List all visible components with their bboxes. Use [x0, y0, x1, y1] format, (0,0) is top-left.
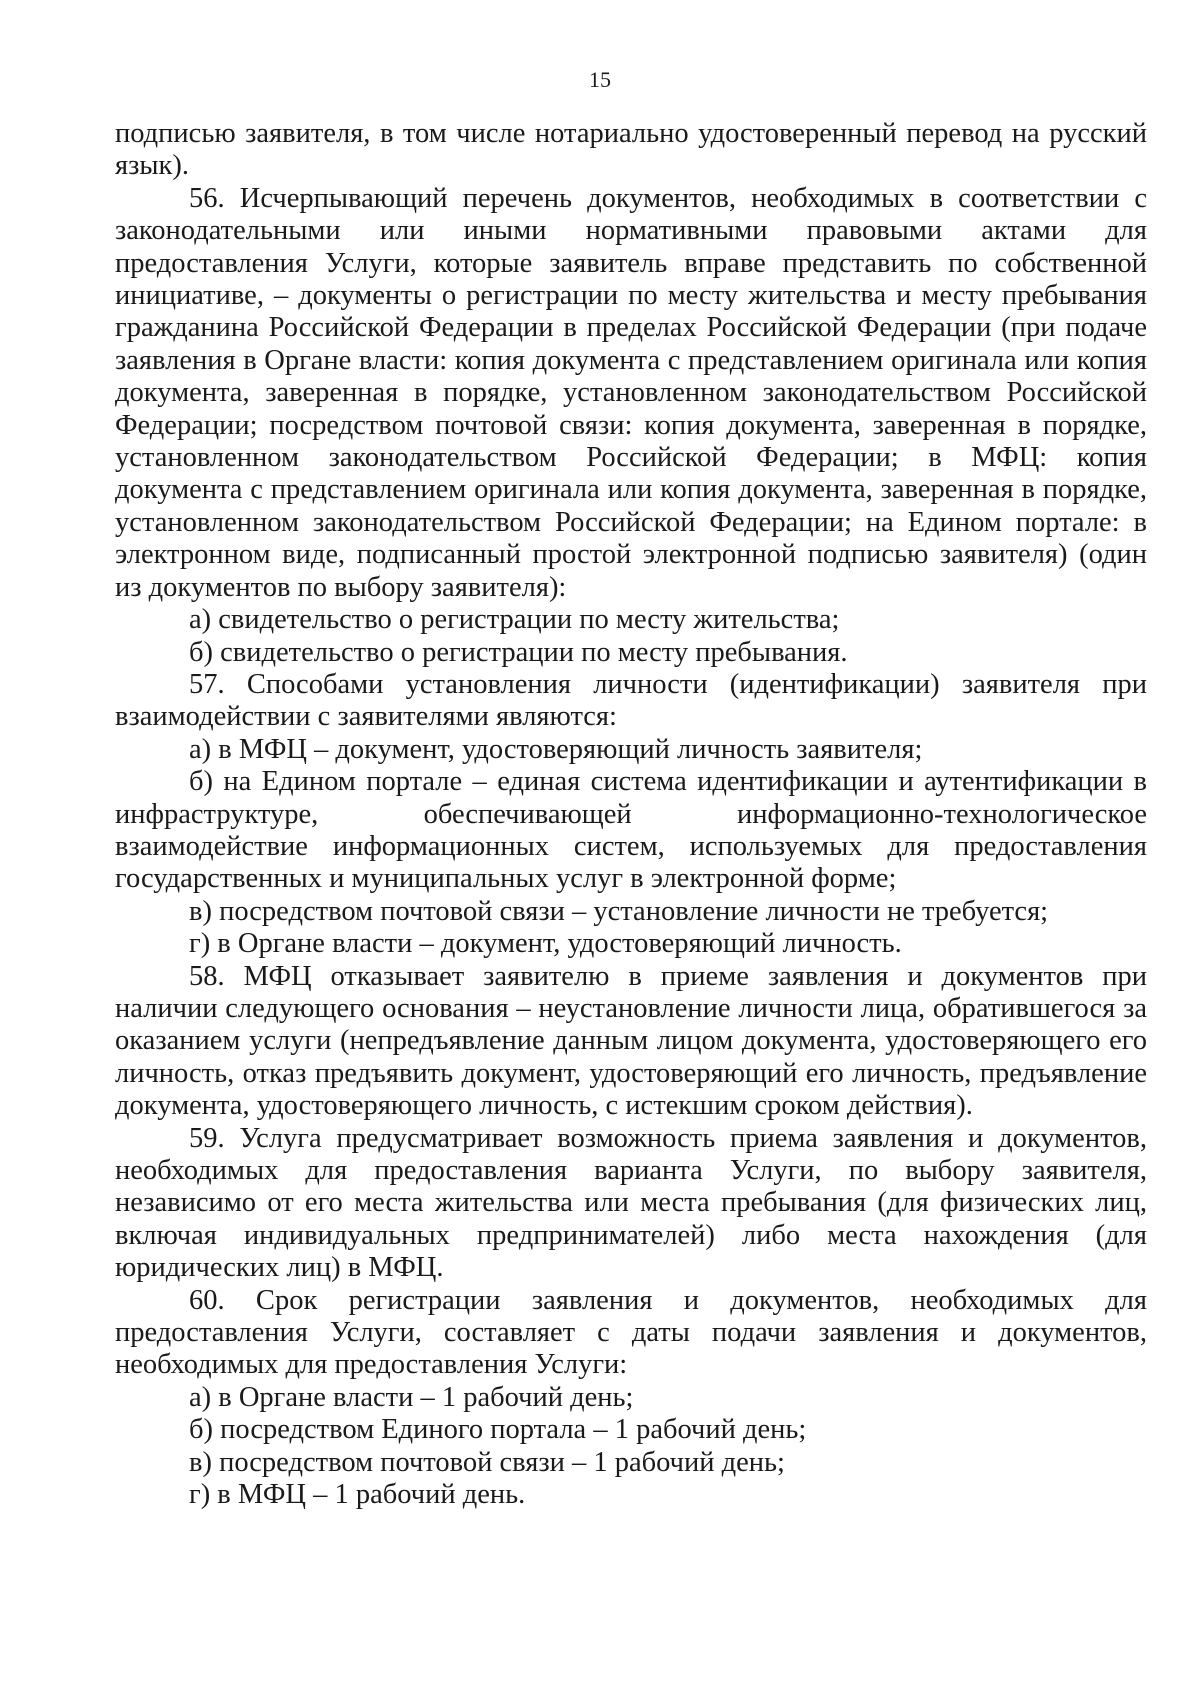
- paragraph-58: 58. МФЦ отказывает заявителю в приеме заявления и документов при наличии следующего основания – неустановление личности лица, обратившегося за оказанием услуги (непредъявление данным лицом документа, удостоверяющего его личность, отказ предъявить документ, удостоверяющий его личность, предъявление документа, удостоверяющего личность, с истекшим сроком действия).: [115, 960, 1147, 1122]
- paragraph-60: 60. Срок регистрации заявления и документов, необходимых для предоставления Услуги, составляет с даты подачи заявления и документов, необходимых для предоставления Услуги:: [115, 1284, 1147, 1381]
- list-item-57-b: б) на Едином портале – единая система идентификации и аутентификации в инфраструктуре, обеспечивающей информационно-технологическое взаимодействие информационных систем, используемых для предоставления государственных и муниципальных услуг в электронной форме;: [115, 766, 1147, 895]
- document-body: [115, 118, 1147, 1511]
- paragraph-56: 56. Исчерпывающий перечень документов, необходимых в соответствии с законодательными или иными нормативными правовыми актами для предоставления Услуги, которые заявитель вправе представить по собственной инициативе, – документы о регистрации по месту жительства и месту пребывания гражданина Российской Федерации в пределах Российской Федерации (при подаче заявления в Органе власти: копия документа с представлением оригинала или копия документа, заверенная в порядке, установленном законодательством Российской Федерации; посредством почтовой связи: копия документа, заверенная в порядке, установленном законодательством Российской Федерации; в МФЦ: копия документа с представлением оригинала или копия документа, заверенная в порядке, установленном законодательством Российской Федерации; на Едином портале: в электронном виде, подписанный простой электронной подписью заявителя) (один из документов по выбору заявителя):: [115, 182, 1147, 603]
- page-number: 15: [589, 67, 611, 92]
- list-item-57-d: г) в Органе власти – документ, удостоверяющий личность.: [189, 928, 902, 960]
- paragraph-continuation: подписью заявителя, в том числе нотариально удостоверенный перевод на русский язык).: [115, 118, 1147, 182]
- list-item-60-d: г) в МФЦ – 1 рабочий день.: [189, 1479, 526, 1511]
- list-item-60-b: б) посредством Единого портала – 1 рабочий день;: [189, 1414, 807, 1446]
- list-item-56-b: б) свидетельство о регистрации по месту пребывания.: [189, 636, 848, 668]
- paragraph-59: 59. Услуга предусматривает возможность приема заявления и документов, необходимых для предоставления варианта Услуги, по выбору заявителя, независимо от его места жительства или места пребывания (для физических лиц, включая индивидуальных предпринимателей) либо места нахождения (для юридических лиц) в МФЦ.: [115, 1122, 1147, 1284]
- list-item-60-a: а) в Органе власти – 1 рабочий день;: [189, 1381, 634, 1413]
- list-item-57-a: а) в МФЦ – документ, удостоверяющий личность заявителя;: [189, 733, 923, 765]
- list-item-56-a: а) свидетельство о регистрации по месту жительства;: [189, 604, 840, 636]
- list-item-60-c: в) посредством почтовой связи – 1 рабочий день;: [189, 1446, 785, 1478]
- paragraph-57: 57. Способами установления личности (идентификации) заявителя при взаимодействии с заявителями являются:: [115, 668, 1147, 733]
- list-item-57-c: в) посредством почтовой связи – установление личности не требуется;: [189, 895, 1049, 927]
